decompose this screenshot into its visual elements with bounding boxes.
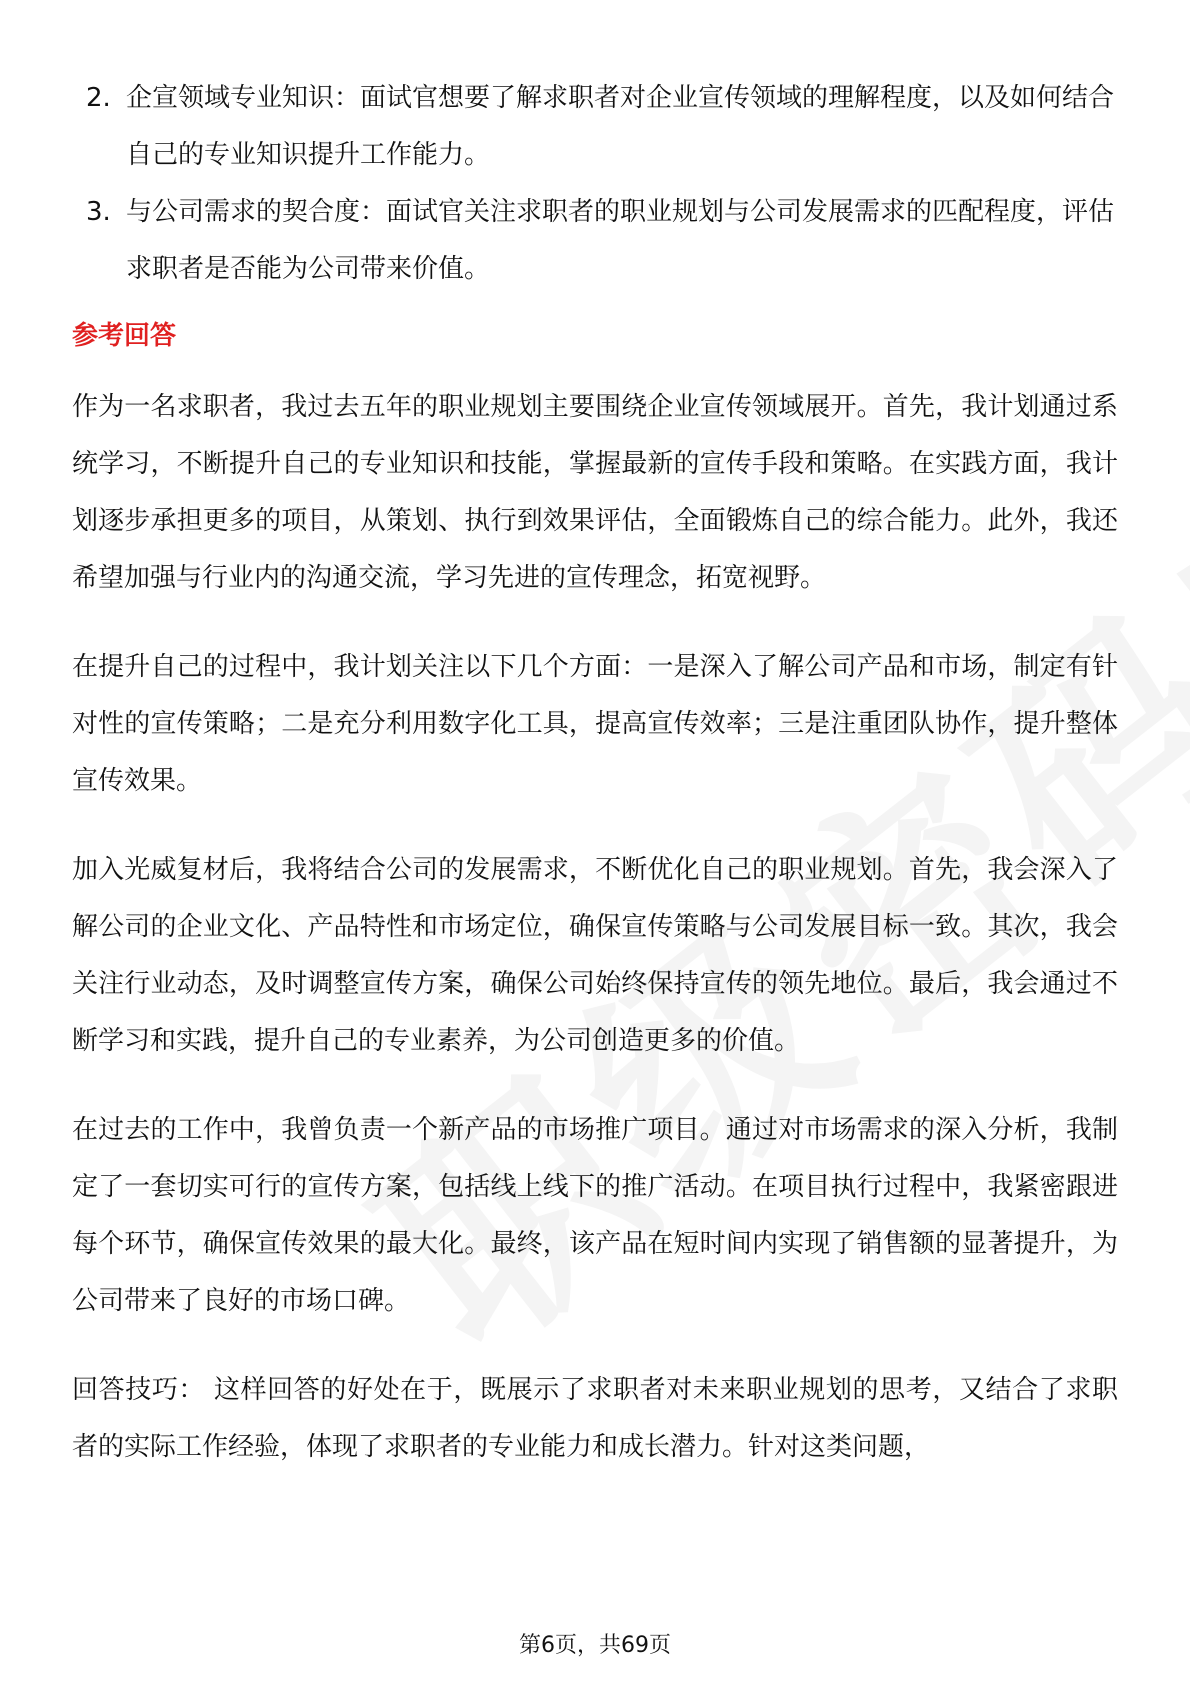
section-heading: 参考回答 <box>72 321 177 351</box>
list-item <box>72 70 1118 184</box>
list-item-number: 2. <box>86 83 111 113</box>
paragraph: 回答技巧： 这样回答的好处在于，既展示了求职者对未来职业规划的思考，又结合了求职者的实际工作经验，体现了求职者的专业能力和成长潜力。针对这类问题， <box>72 1375 1118 1462</box>
paragraph: 作为一名求职者，我过去五年的职业规划主要围绕企业宣传领域展开。首先，我计划通过系统学习，不断提升自己的专业知识和技能，掌握最新的宣传手段和策略。在实践方面，我计划逐步承担更多的项目，从策划、执行到效果评估，全面锻炼自己的综合能力。此外，我还希望加强与行业内的沟通交流，学习先进的宣传理念，拓宽视野。 <box>72 392 1118 593</box>
paragraph: 在过去的工作中，我曾负责一个新产品的市场推广项目。通过对市场需求的深入分析，我制定了一套切实可行的宣传方案，包括线上线下的推广活动。在项目执行过程中，我紧密跟进每个环节，确保宣传效果的最大化。最终，该产品在短时间内实现了销售额的显著提升，为公司带来了良好的市场口碑。 <box>72 1115 1118 1316</box>
list-item-text: 企宣领域专业知识：面试官想要了解求职者对企业宣传领域的理解程度，以及如何结合自己的专业知识提升工作能力。 <box>126 83 1115 170</box>
list-item-text: 与公司需求的契合度：面试官关注求职者的职业规划与公司发展需求的匹配程度，评估求职者是否能为公司带来价值。 <box>126 197 1115 284</box>
page-content <box>72 70 1118 1476</box>
paragraph: 加入光威复材后，我将结合公司的发展需求，不断优化自己的职业规划。首先，我会深入了解公司的企业文化、产品特性和市场定位，确保宣传策略与公司发展目标一致。其次，我会关注行业动态，及时调整宣传方案，确保公司始终保持宣传的领先地位。最后，我会通过不断学习和实践，提升自己的专业素养，为公司创造更多的价值。 <box>72 855 1118 1056</box>
paragraph: 在提升自己的过程中，我计划关注以下几个方面：一是深入了解公司产品和市场，制定有针对性的宣传策略；二是充分利用数字化工具，提高宣传效率；三是注重团队协作，提升整体宣传效果。 <box>72 652 1118 796</box>
page-footer: 第6页，共69页 <box>519 1633 671 1658</box>
list-item <box>72 184 1118 298</box>
criteria-list <box>72 70 1118 298</box>
list-item-number: 3. <box>86 197 111 227</box>
